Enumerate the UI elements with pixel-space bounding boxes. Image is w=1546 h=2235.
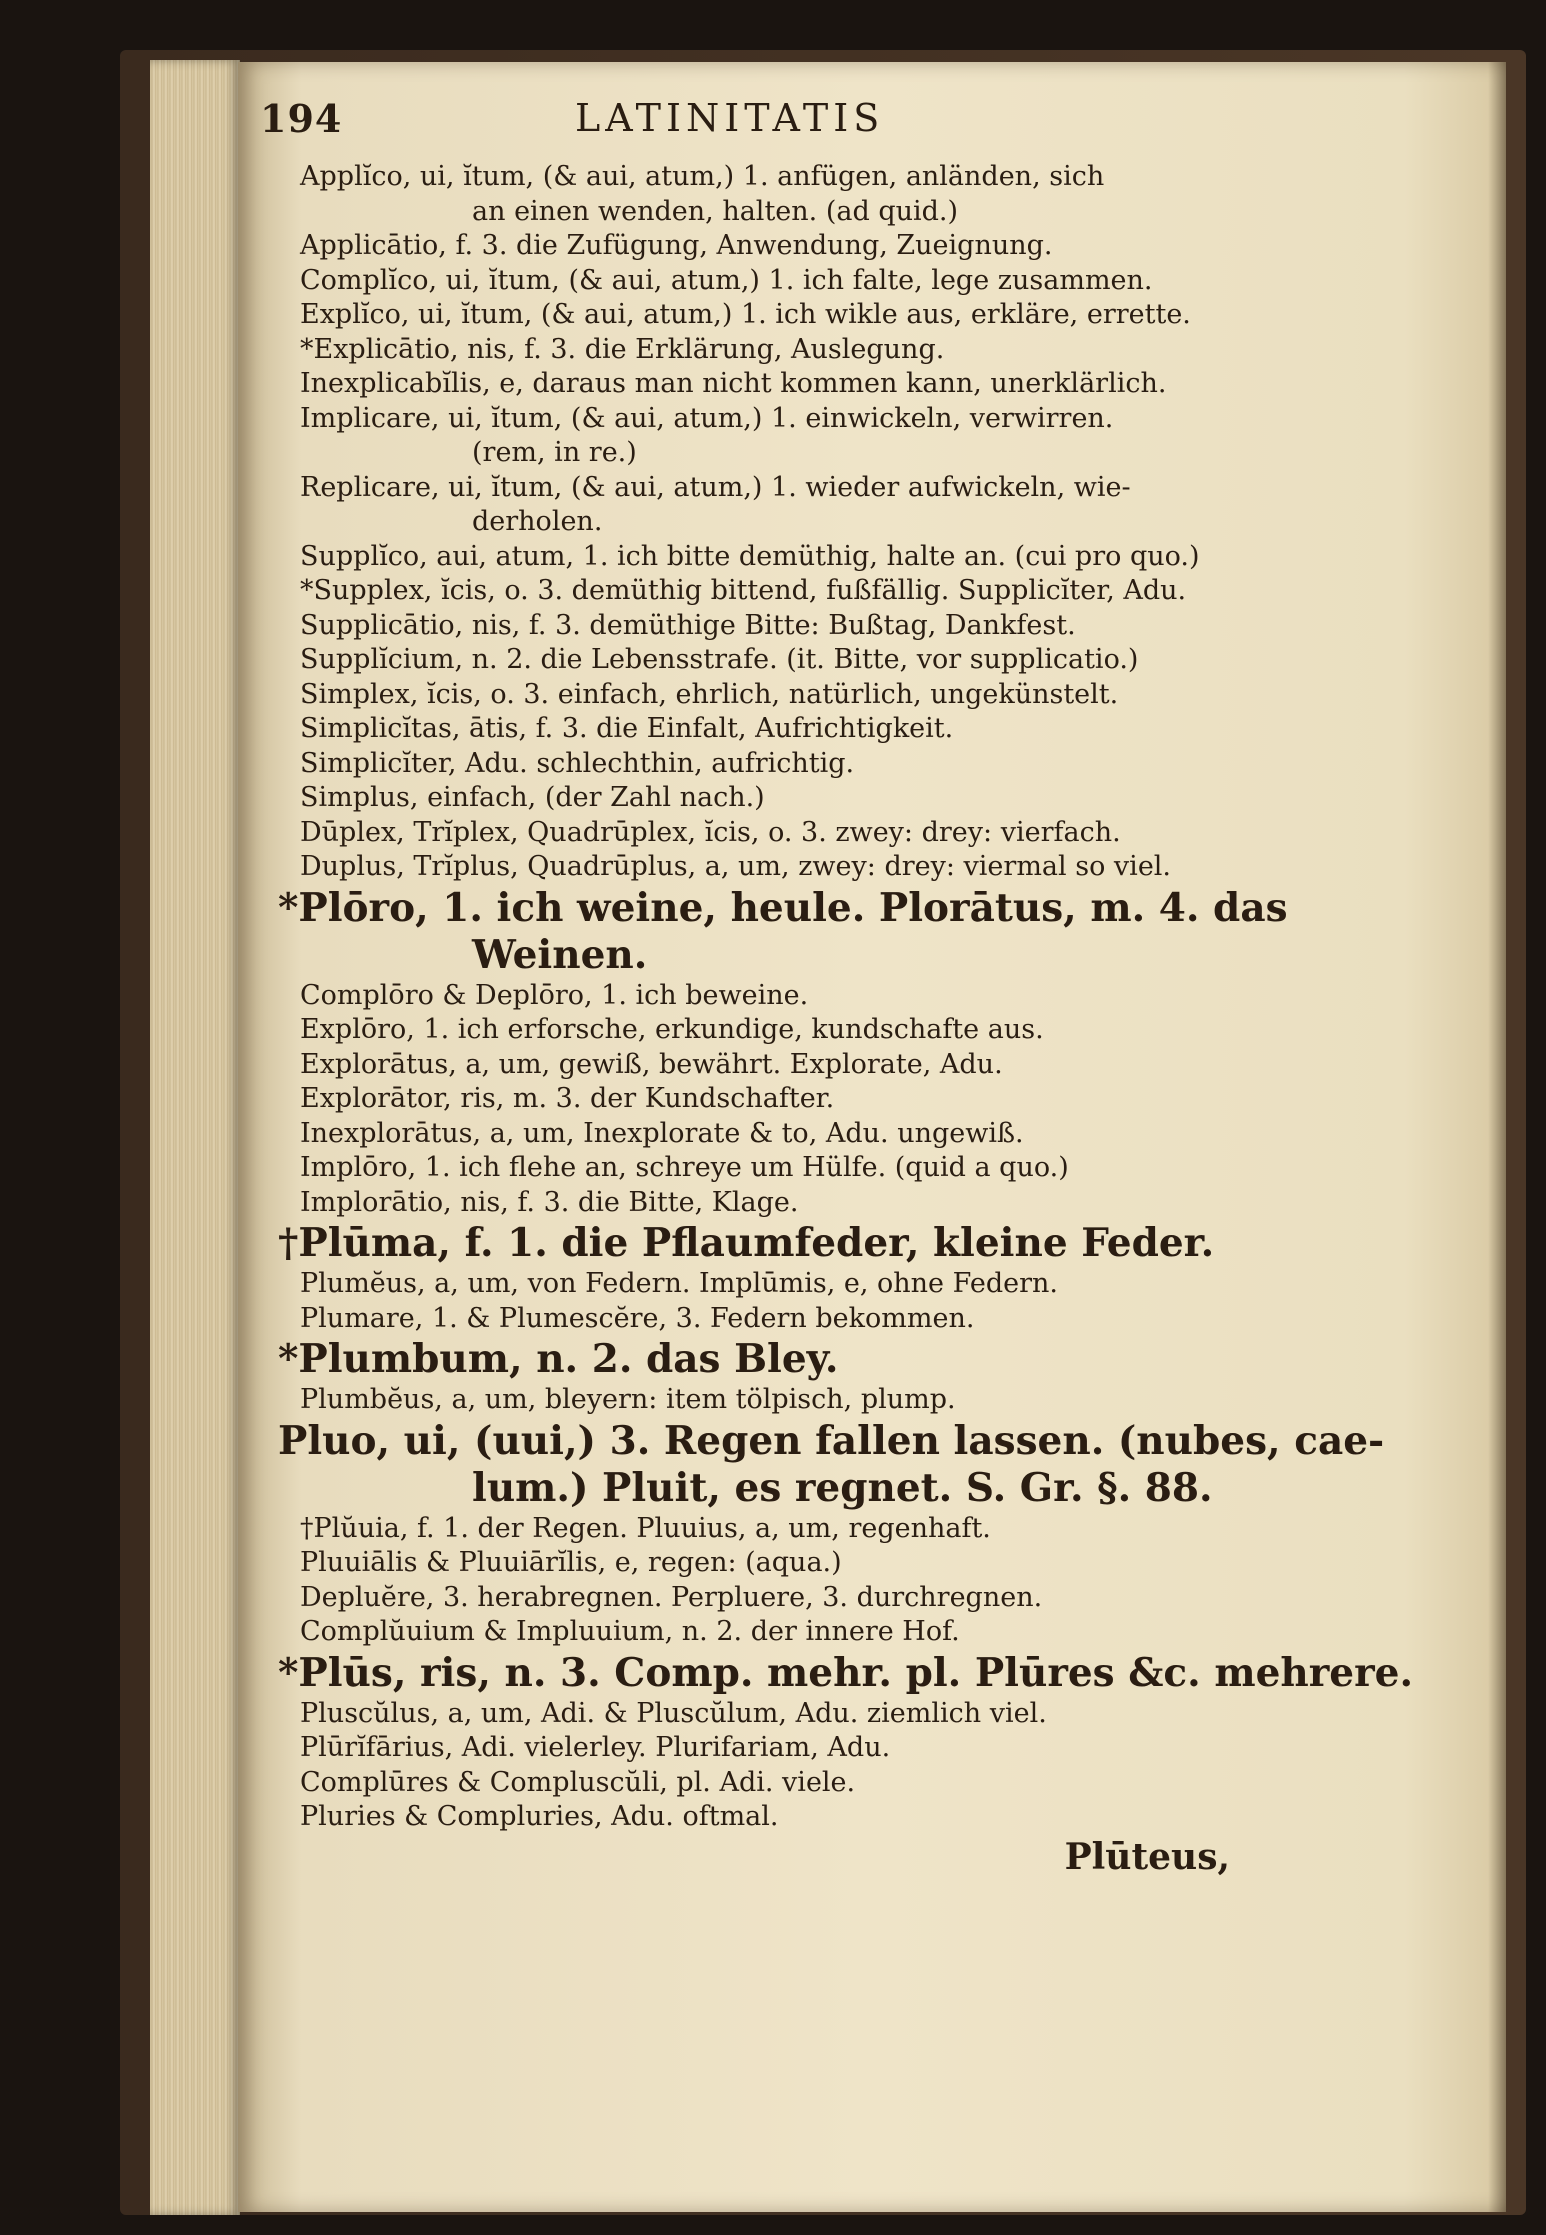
entry-line: †Plŭuia, f. 1. der Regen. Pluuius, a, um, regenhaft. bbox=[300, 1512, 991, 1544]
dictionary-entries bbox=[278, 160, 1414, 1879]
entry-line: Explorātor, ris, m. 3. der Kundschafter. bbox=[300, 1083, 835, 1114]
entry-line: Replicare, ui, ĭtum, (& aui, atum,) 1. wieder aufwickeln, wie- bbox=[300, 471, 1131, 503]
page-edges bbox=[150, 60, 240, 2215]
entry-line: Implorātio, nis, f. 3. die Bitte, Klage. bbox=[300, 1186, 799, 1218]
headword-line: *Plūs, ris, n. 3. Comp. mehr. pl. Plūres &c. mehrere. bbox=[278, 1649, 1414, 1696]
page-gutter-shadow bbox=[1488, 62, 1506, 2212]
entry-line: Plumĕus, a, um, von Federn. Implūmis, e, ohne Federn. bbox=[300, 1268, 1058, 1299]
entry-line: Applicātio, f. 3. die Zufügung, Anwendung, Zueignung. bbox=[300, 230, 1053, 261]
entry-line: Supplĭco, aui, atum, 1. ich bitte demüthig, halte an. (cui pro quo.) bbox=[300, 540, 1200, 572]
headword-line: †Plūma, f. 1. die Pflaumfeder, kleine Feder. bbox=[278, 1220, 1215, 1266]
entry-line: Explorātus, a, um, gewiß, bewährt. Explorate, Adu. bbox=[300, 1048, 1003, 1080]
entry-line: Inexplorātus, a, um, Inexplorate & to, Adu. ungewiß. bbox=[300, 1117, 1024, 1149]
page-number: 194 bbox=[260, 96, 343, 141]
headword-line: *Plumbum, n. 2. das Bley. bbox=[278, 1336, 839, 1382]
entry-line: *Supplex, ĭcis, o. 3. demüthig bittend, fußfällig. Supplicĭter, Adu. bbox=[300, 575, 1187, 606]
entry-line: Complōro & Deplōro, 1. ich beweine. bbox=[300, 979, 809, 1011]
entry-line: Simplus, einfach, (der Zahl nach.) bbox=[300, 782, 765, 813]
entry-line: Dūplex, Trĭplex, Quadrūplex, ĭcis, o. 3. zwey: drey: vierfach. bbox=[300, 816, 1121, 848]
headword-line: lum.) Pluit, es regnet. S. Gr. §. 88. bbox=[472, 1464, 1213, 1511]
entry-line: Plumare, 1. & Plumescĕre, 3. Federn bekommen. bbox=[300, 1302, 975, 1334]
entry-line: Duplus, Trĭplus, Quadrūplus, a, um, zwey: drey: viermal so viel. bbox=[300, 851, 1172, 882]
entry-line: Implicare, ui, ĭtum, (& aui, atum,) 1. einwickeln, verwirren. bbox=[300, 402, 1114, 434]
headword-line: Weinen. bbox=[472, 931, 648, 978]
running-head: LATINITATIS bbox=[575, 96, 885, 140]
entry-line: Simplex, ĭcis, o. 3. einfach, ehrlich, natürlich, ungekünstelt. bbox=[300, 678, 1119, 710]
entry-line: Depluĕre, 3. herabregnen. Perpluere, 3. durchregnen. bbox=[300, 1581, 1043, 1613]
entry-line: Supplicātio, nis, f. 3. demüthige Bitte: Bußtag, Dankfest. bbox=[300, 609, 1076, 641]
entry-line: Complūres & Compluscŭli, pl. Adi. viele. bbox=[300, 1766, 856, 1798]
headword-line: Pluo, ui, (uui,) 3. Regen fallen lassen. (nubes, cae- bbox=[278, 1417, 1385, 1464]
entry-line: Complŭuium & Impluuium, n. 2. der innere Hof. bbox=[300, 1616, 960, 1647]
entry-line: Explōro, 1. ich erforsche, erkundige, kundschafte aus. bbox=[300, 1014, 1044, 1045]
entry-line: Complĭco, ui, ĭtum, (& aui, atum,) 1. ich falte, lege zusammen. bbox=[300, 264, 1153, 296]
entry-line: Pluscŭlus, a, um, Adi. & Pluscŭlum, Adu. ziemlich viel. bbox=[300, 1697, 1047, 1729]
entry-line: Simplicĭtas, ātis, f. 3. die Einfalt, Aufrichtigkeit. bbox=[300, 713, 954, 744]
entry-line: Inexplicabĭlis, e, daraus man nicht kommen kann, unerklärlich. bbox=[300, 368, 1167, 399]
entry-line: derholen. bbox=[472, 506, 603, 537]
entry-line: (rem, in re.) bbox=[472, 437, 637, 468]
entry-line: *Explicātio, nis, f. 3. die Erklärung, Auslegung. bbox=[300, 333, 945, 365]
entry-line: Simplicĭter, Adu. schlechthin, aufrichtig. bbox=[300, 747, 855, 779]
entry-line: Plūrĭfārius, Adi. vielerley. Plurifariam, Adu. bbox=[300, 1732, 891, 1763]
entry-line: Pluries & Compluries, Adu. oftmal. bbox=[300, 1801, 779, 1832]
entry-line: an einen wenden, halten. (ad quid.) bbox=[472, 195, 959, 227]
entry-line: Plumbĕus, a, um, bleyern: item tölpisch, plump. bbox=[300, 1384, 956, 1415]
entry-line: Explĭco, ui, ĭtum, (& aui, atum,) 1. ich wikle aus, erkläre, errette. bbox=[300, 299, 1191, 330]
entry-line: Applĭco, ui, ĭtum, (& aui, atum,) 1. anfügen, anländen, sich bbox=[300, 161, 1105, 192]
headword-line: *Plōro, 1. ich weine, heule. Plorātus, m. 4. das bbox=[278, 884, 1288, 931]
catchword: Plūteus, bbox=[1064, 1835, 1230, 1878]
entry-line: Implōro, 1. ich flehe an, schreye um Hülfe. (quid a quo.) bbox=[300, 1152, 1069, 1183]
page-header bbox=[260, 96, 1220, 156]
entry-line: Supplĭcium, n. 2. die Lebensstrafe. (it. Bitte, vor supplicatio.) bbox=[300, 644, 1139, 675]
entry-line: Pluuiālis & Pluuiārĭlis, e, regen: (aqua.) bbox=[300, 1547, 842, 1578]
